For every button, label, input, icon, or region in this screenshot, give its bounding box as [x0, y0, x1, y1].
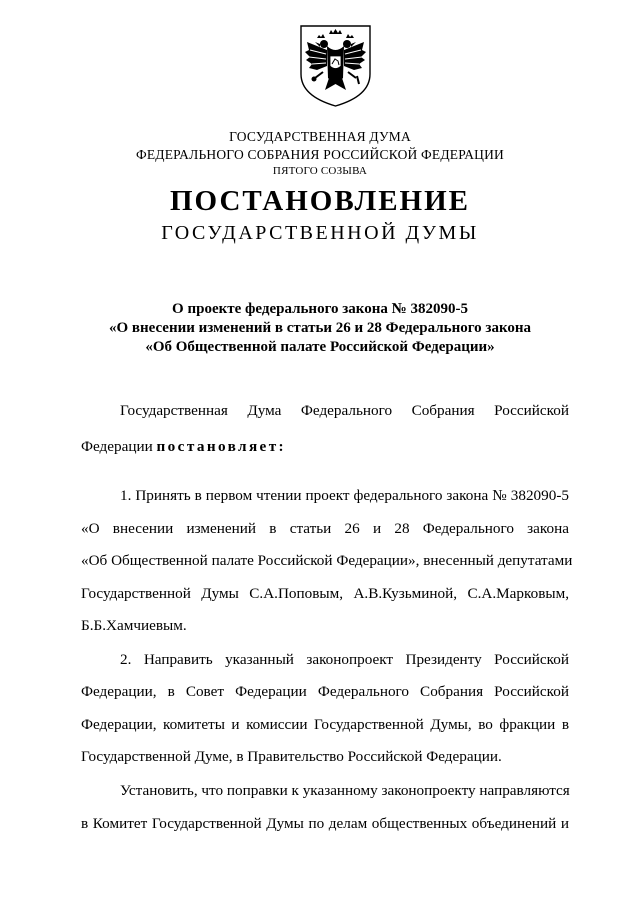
paragraph-line: Государственной Думе, в Правительство Российской Федерации.	[81, 748, 502, 765]
paragraph-line: «О внесении изменений в статьи 26 и 28 Федерального закона	[81, 520, 569, 537]
header-convocation: ПЯТОГО СОЗЫВА	[272, 165, 368, 177]
paragraph-line: Б.Б.Хамчиевым.	[81, 617, 187, 634]
coat-of-arms-emblem-icon	[293, 20, 378, 108]
bill-title-line: «Об Общественной палате Российской Федерации»	[145, 339, 495, 355]
paragraph-line: 2. Направить указанный законопроект Президенту Российской	[120, 651, 569, 668]
document-title: ПОСТАНОВЛЕНИЕ	[169, 185, 470, 217]
preamble-line: Государственная Дума Федерального Собрания Российской	[120, 402, 569, 419]
paragraph-line: 1. Принять в первом чтении проект федерального закона № 382090-5	[120, 487, 569, 504]
paragraph-line: «Об Общественной палате Российской Федерации», внесенный депутатами	[81, 552, 573, 569]
paragraph-line: в Комитет Государственной Думы по делам общественных объединений и	[81, 815, 569, 832]
resolution-verb: постановляет:	[156, 438, 287, 455]
paragraph-line: Федерации, комитеты и комиссии Государственной Думы, во фракции в	[81, 716, 569, 733]
bill-title-line: О проекте федерального закона № 382090-5	[172, 301, 468, 317]
bill-title-line: «О внесении изменений в статьи 26 и 28 Федерального закона	[108, 320, 532, 336]
document-subtitle: ГОСУДАРСТВЕННОЙ ДУМЫ	[161, 222, 479, 244]
header-assembly-name: ФЕДЕРАЛЬНОГО СОБРАНИЯ РОССИЙСКОЙ ФЕДЕРАЦИИ	[136, 147, 504, 162]
preamble-text: Федерации	[81, 438, 157, 455]
paragraph-line: Государственной Думы С.А.Поповым, А.В.Кузьминой, С.А.Марковым,	[81, 585, 569, 602]
paragraph-line: Федерации, в Совет Федерации Федерального Собрания Российской	[81, 683, 569, 700]
preamble-line	[81, 437, 569, 457]
paragraph-line: Установить, что поправки к указанному законопроекту направляются	[120, 782, 570, 799]
header-chamber-name: ГОСУДАРСТВЕННАЯ ДУМА	[229, 129, 411, 144]
